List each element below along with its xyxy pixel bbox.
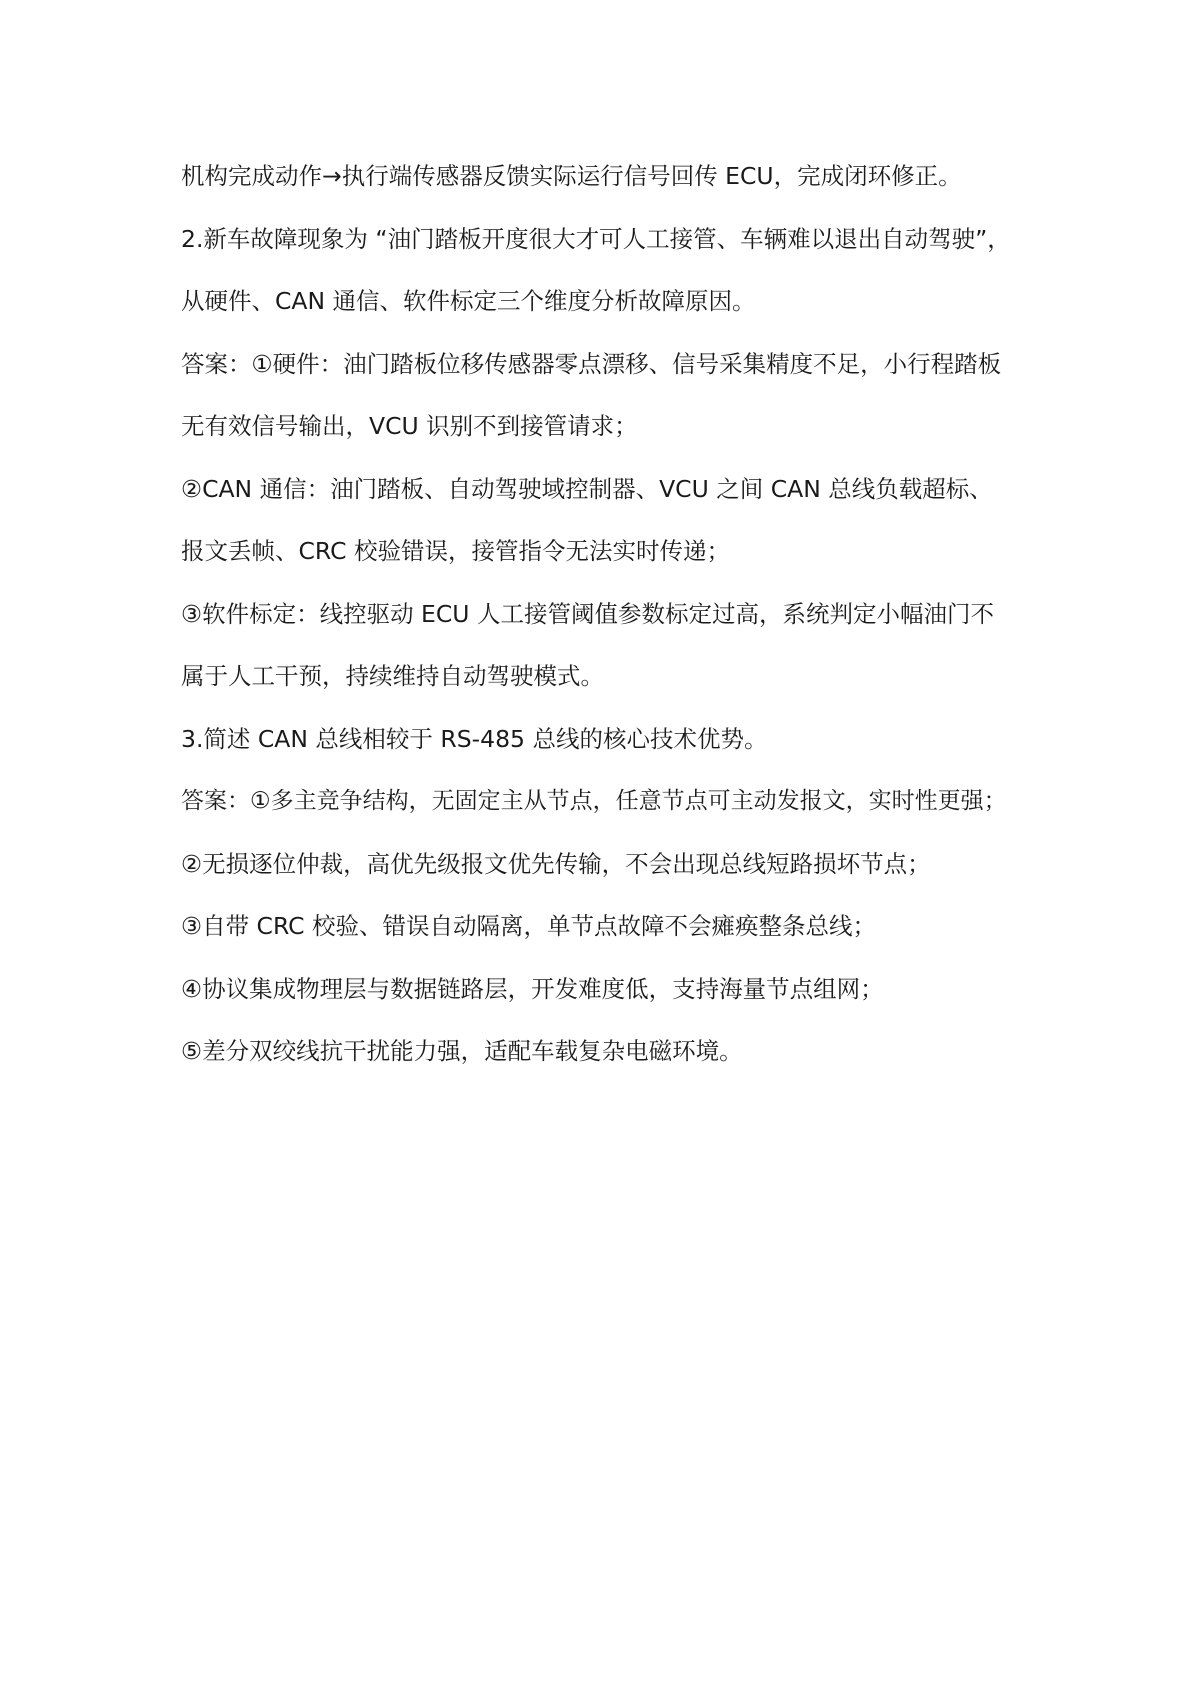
text-line: ②无损逐位仲裁，高优先级报文优先传输，不会出现总线短路损坏节点；: [181, 849, 931, 878]
answer-line: 答案：①硬件：油门踏板位移传感器零点漂移、信号采集精度不足，小行程踏板: [181, 349, 1002, 378]
text-line: 从硬件、CAN 通信、软件标定三个维度分析故障原因。: [181, 287, 756, 315]
text-line: ②CAN 通信：油门踏板、自动驾驶域控制器、VCU 之间 CAN 总线负载超标、: [181, 474, 993, 503]
text-line: 报文丢帧、CRC 校验错误，接管指令无法实时传递；: [181, 537, 730, 565]
question-3-line: 3.简述 CAN 总线相较于 RS-485 总线的核心技术优势。: [181, 724, 768, 753]
text-line: ③软件标定：线控驱动 ECU 人工接管阈值参数标定过高，系统判定小幅油门不: [181, 599, 994, 628]
text-line: 无有效信号输出，VCU 识别不到接管请求；: [181, 412, 638, 440]
text-line: 机构完成动作→执行端传感器反馈实际运行信号回传 ECU，完成闭环修正。: [181, 162, 962, 190]
question-2-line: 2.新车故障现象为 “油门踏板开度很大才可人工接管、车辆难以退出自动驾驶”，: [181, 224, 1011, 253]
text-line: ④协议集成物理层与数据链路层，开发难度低，支持海量节点组网；: [181, 974, 884, 1003]
document-body: [181, 156, 1021, 1094]
text-line: 属于人工干预，持续维持自动驾驶模式。: [181, 662, 604, 690]
answer-line: 答案：①多主竞争结构，无固定主从节点，任意节点可主动发报文，实时性更强；: [181, 788, 1007, 814]
text-line: ⑤差分双绞线抗干扰能力强，适配车载复杂电磁环境。: [181, 1037, 743, 1065]
text-line: ③自带 CRC 校验、错误自动隔离，单节点故障不会瘫痪整条总线；: [181, 912, 876, 940]
